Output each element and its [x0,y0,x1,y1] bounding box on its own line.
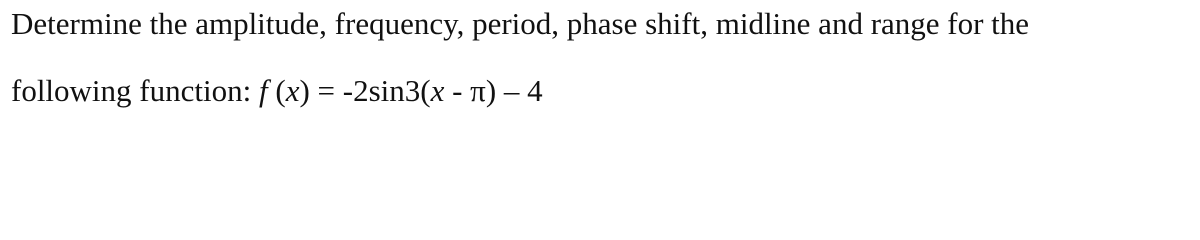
line-2-prefix: following function: [11,73,259,108]
problem-line-1: Determine the amplitude, frequency, period, phase shift, midline and range for the [11,6,1030,41]
function-name: f [258,73,268,108]
expression-tail: - π) – 4 [444,73,543,108]
problem-line-2 [11,71,543,111]
variable-x-2: x [430,73,445,108]
equals-expression: ) = -2sin3( [299,73,431,108]
variable-x: x [285,73,300,108]
open-paren: ( [267,73,286,108]
